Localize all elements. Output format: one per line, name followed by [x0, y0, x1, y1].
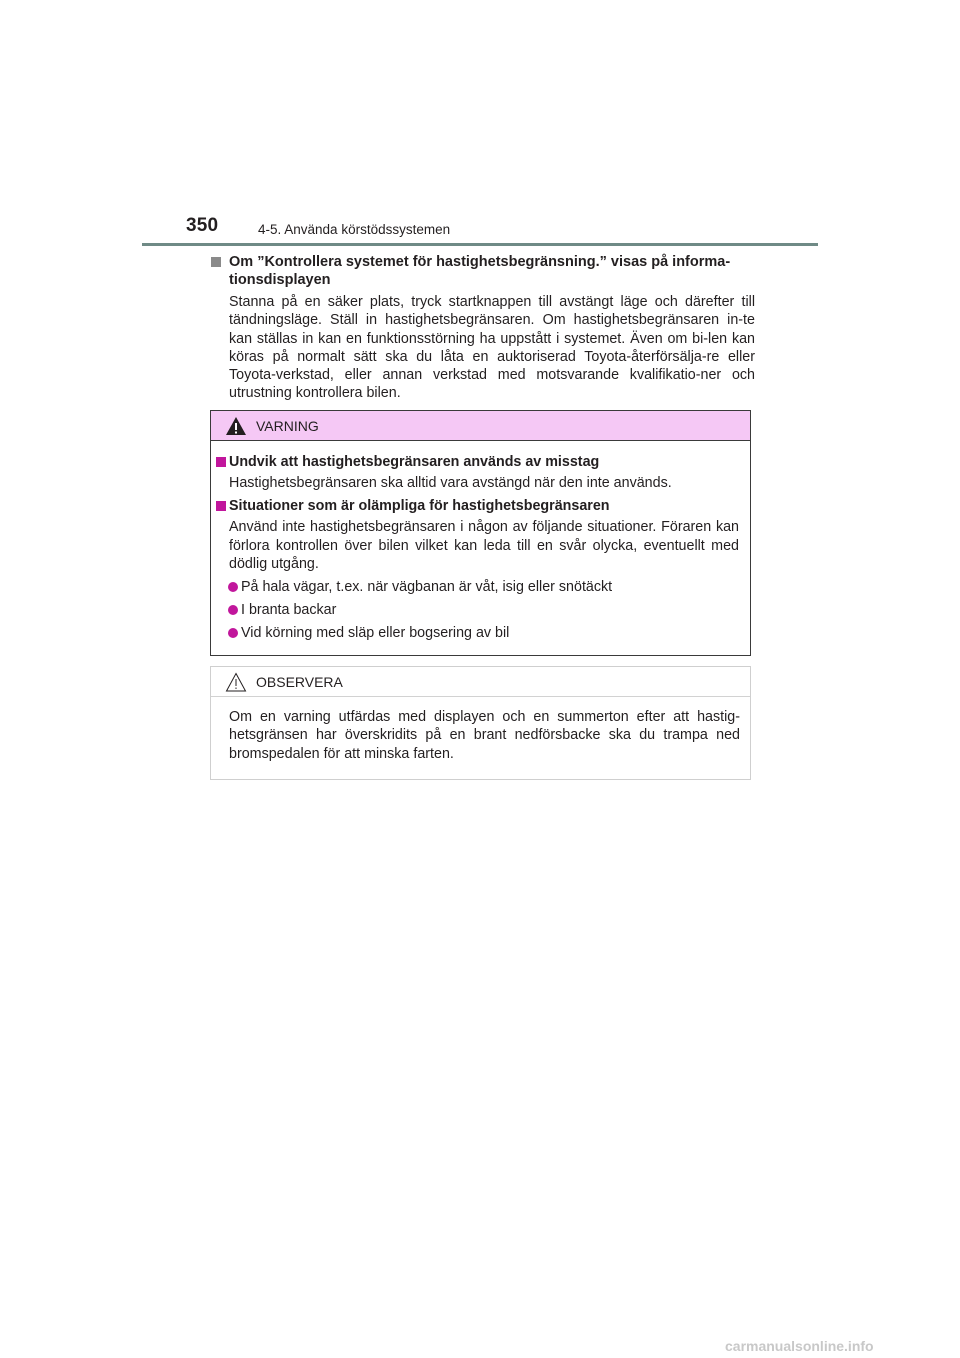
- round-bullet-icon: [228, 628, 238, 638]
- square-bullet-icon: [216, 457, 226, 467]
- section-heading: [210, 253, 755, 289]
- warning-triangle-icon: [225, 416, 247, 436]
- warning-item-heading-text: Situationer som är olämpliga för hastighetsbegränsaren: [229, 498, 610, 515]
- page-number: 350: [186, 215, 219, 236]
- warning-item-heading: [211, 497, 750, 515]
- notice-body: [211, 697, 750, 763]
- notice-box: [210, 666, 751, 780]
- list-item-text: I branta backar: [241, 602, 337, 619]
- caution-triangle-icon: [225, 672, 247, 692]
- warning-box: [210, 410, 751, 656]
- section-display-message: [210, 253, 755, 403]
- warning-header: [211, 411, 750, 441]
- warning-item-text: Använd inte hastighetsbegränsaren i någon av följande situationer. Föraren kan förlora kontrollen över bilen vilket kan leda till en svår olycka, eventuellt med dödlig utgång.: [229, 519, 739, 572]
- warning-item-text: Hastighetsbegränsaren ska alltid vara avstängd när den inte används.: [229, 475, 672, 491]
- warning-item-heading-text: Undvik att hastighetsbegränsaren används av misstag: [229, 454, 600, 470]
- header-rule: [142, 243, 818, 246]
- chapter-title: 4-5. Använda körstödssystemen: [258, 222, 451, 237]
- section-body: Stanna på en säker plats, tryck startknappen till avstängt läge och därefter till tändningsläge. Ställ in hastighetsbegränsaren. Om hastighetsbegränsaren in-te kan ställas in kan en funktionsstörning ha uppstått i systemet. Även om bi-len kan köras på normalt sätt ska du låta en auktoriserad Toyota-återförsälja-re eller Toyota-verkstad, eller annan verkstad med motsvarande kvalifikatio-ner och utrustning kontrollera bilen.: [229, 294, 755, 402]
- notice-header: [211, 667, 750, 697]
- notice-label: OBSERVERA: [256, 674, 343, 690]
- list-item-text: På hala vägar, t.ex. när vägbanan är våt, isig eller snötäckt: [241, 579, 613, 596]
- list-item-text: Vid körning med släp eller bogsering av bil: [241, 625, 510, 642]
- notice-text: Om en varning utfärdas med displayen och en summerton efter att hastig-hetsgränsen har överskridits på en brant nedförsbacke ska du trampa ned bromspedalen för att minska farten.: [229, 709, 740, 762]
- section-heading-text: Om ”Kontrollera systemet för hastighetsbegränsning.” visas på informa-tionsdisplayen: [229, 254, 731, 288]
- square-bullet-icon: [211, 257, 221, 267]
- list-item: [211, 578, 750, 596]
- round-bullet-icon: [228, 582, 238, 592]
- square-bullet-icon: [216, 501, 226, 511]
- round-bullet-icon: [228, 605, 238, 615]
- footer-watermark: carmanualsonline.info: [725, 1338, 874, 1354]
- warning-body: [211, 441, 750, 642]
- warning-label: VARNING: [256, 418, 319, 434]
- list-item: [211, 624, 750, 642]
- warning-item-heading: [211, 453, 750, 471]
- list-item: [211, 601, 750, 619]
